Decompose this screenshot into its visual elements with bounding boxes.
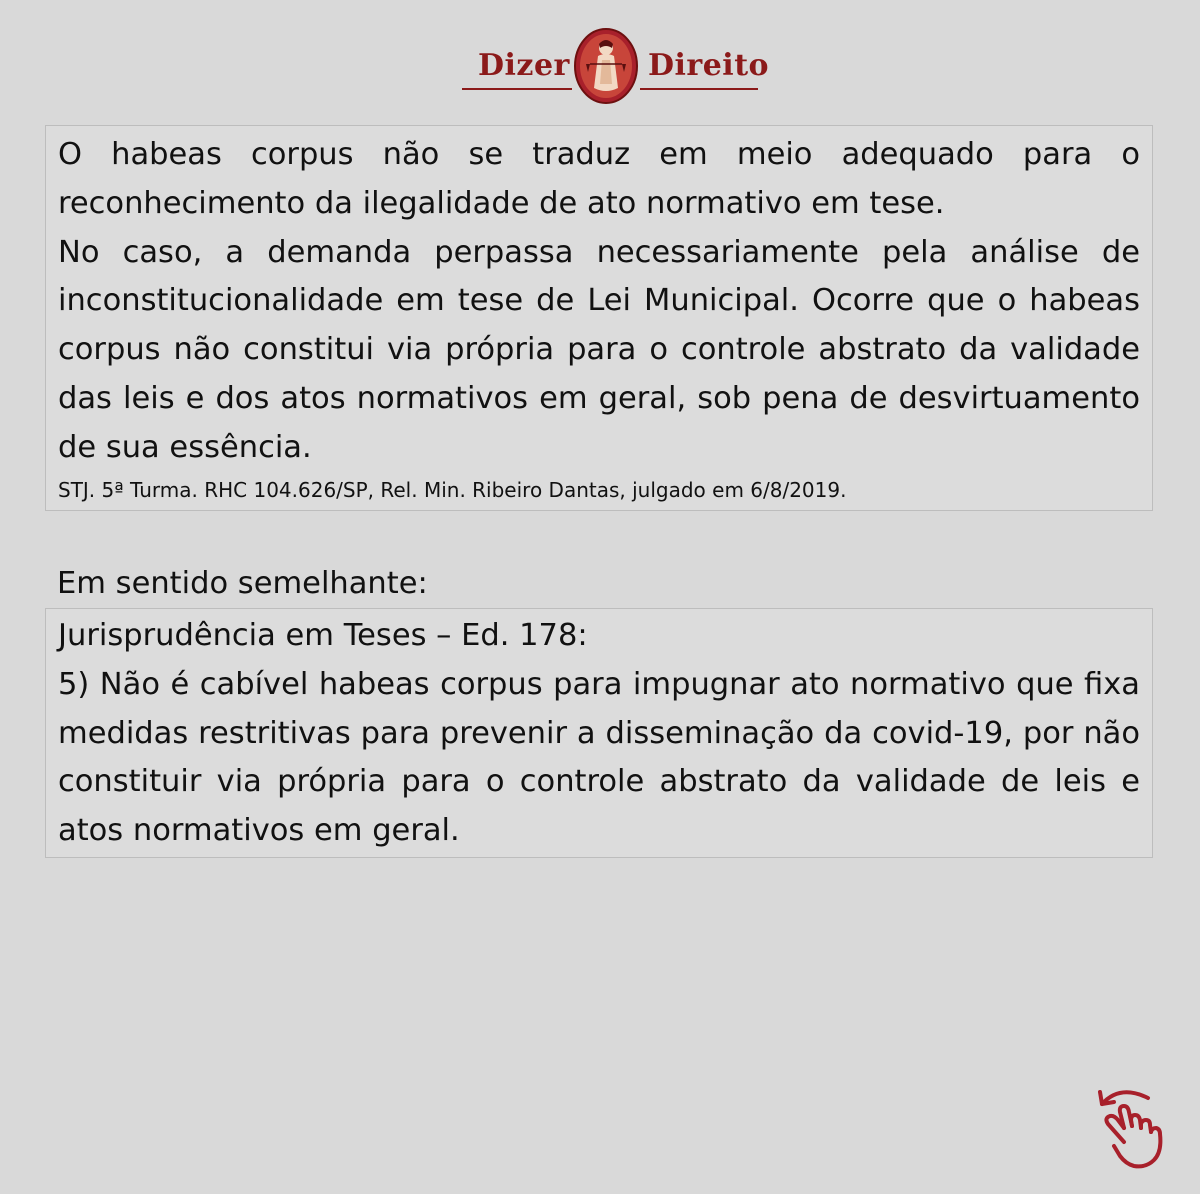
logo-rule-left — [462, 88, 572, 90]
ruling-summary: O habeas corpus não se traduz em meio adequado para o reconhecimento da ilegalidade de ato normativo em tese. — [58, 137, 1140, 221]
swipe-hand-icon[interactable] — [1090, 1084, 1172, 1170]
logo-word-dizer: Dizer — [478, 48, 570, 83]
thesis-source: Jurisprudência em Teses – Ed. 178: — [58, 618, 588, 653]
ruling-citation: STJ. 5ª Turma. RHC 104.626/SP, Rel. Min. Ribeiro Dantas, julgado em 6/8/2019. — [58, 477, 847, 502]
thesis-text: 5) Não é cabível habeas corpus para impugnar ato normativo que fixa medidas restritivas para prevenir a disseminação da covid-19, por não constituir via própria para o controle abstrato da validade de leis e atos normativos em geral. — [58, 666, 1140, 849]
logo-rule-right — [640, 88, 758, 90]
thesis-box — [45, 608, 1153, 858]
section-heading: Em sentido semelhante: — [57, 566, 428, 601]
ruling-box — [45, 125, 1153, 511]
logo-word-direito: Direito — [648, 48, 770, 83]
dizer-direito-logo — [460, 26, 770, 106]
lady-justice-emblem-icon — [572, 26, 640, 106]
ruling-details: No caso, a demanda perpassa necessariamente pela análise de inconstitucionalidade em tese de Lei Municipal. Ocorre que o habeas corpus não constitui via própria para o controle abstrato da validade das leis e dos atos normativos em geral, sob pena de desvirtuamento de sua essência. — [58, 234, 1140, 465]
